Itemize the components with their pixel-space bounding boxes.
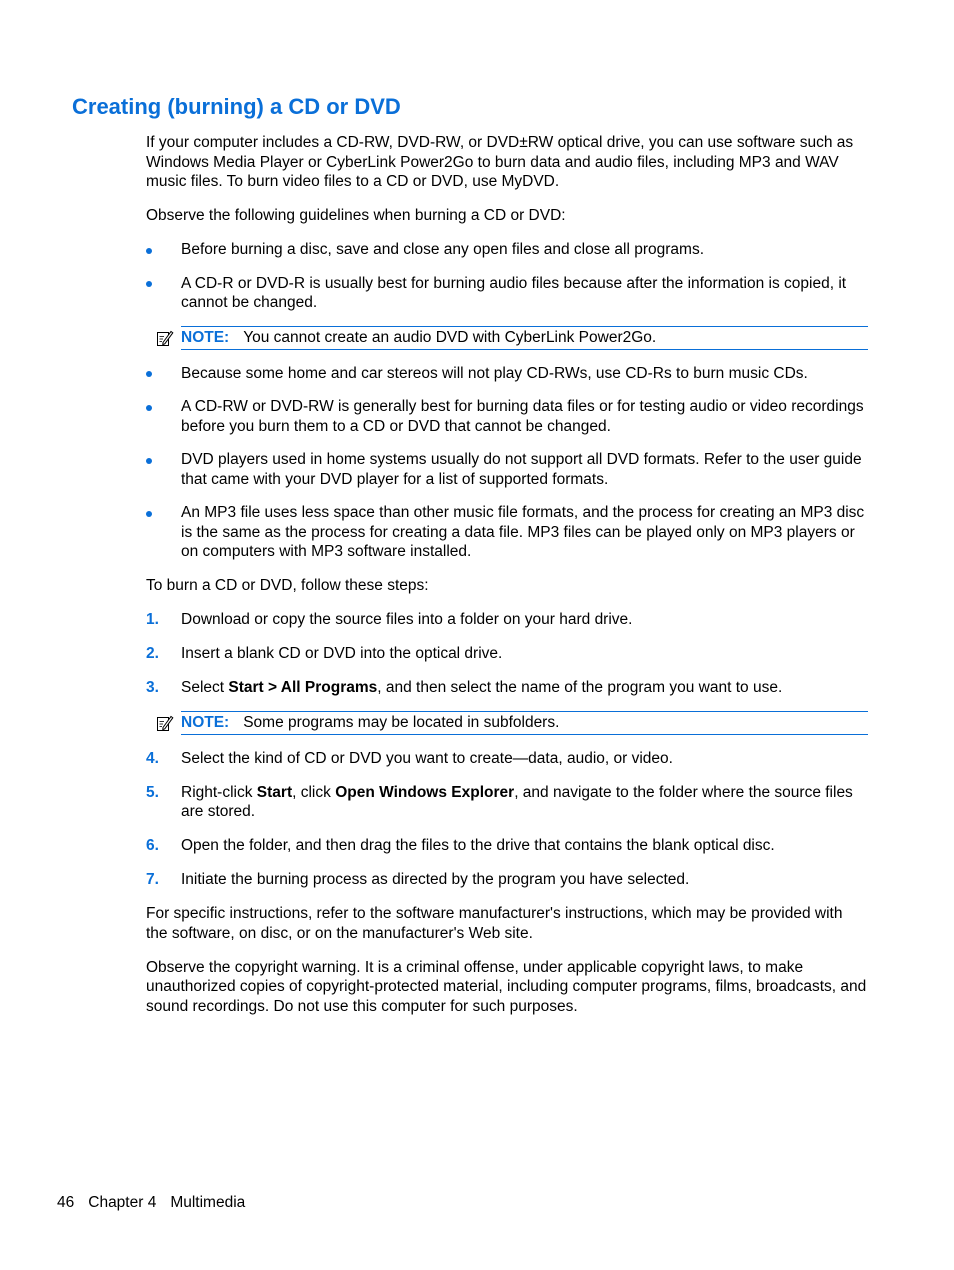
- steps-lead: To burn a CD or DVD, follow these steps:: [146, 576, 429, 594]
- step-item: [146, 836, 868, 856]
- list-item: [146, 240, 868, 260]
- step-text-mid: , click: [292, 783, 336, 801]
- step-number: 7.: [146, 871, 159, 888]
- step-text-bold: Start > All Programs: [228, 678, 378, 696]
- step-text-post: , and then select the name of the program you want to use.: [377, 678, 783, 696]
- intro-paragraph: If your computer includes a CD-RW, DVD-RW, or DVD±RW optical drive, you can use software such as Windows Media Player or CyberLink Power2Go to burn data and audio files, including MP3 and WAV music files. To burn video files to a CD or DVD, use MyDVD.: [146, 134, 854, 190]
- step-number: 5.: [146, 783, 159, 801]
- copyright-paragraph: Observe the copyright warning. It is a criminal offense, under applicable copyright laws, to make unauthorized copies of copyright-protected material, including computer programs, films, broadcasts, and sound recordings. Do not use this computer for such purposes.: [146, 958, 867, 1015]
- step-item: [146, 783, 868, 822]
- step-number: 1.: [146, 610, 159, 628]
- bullet-icon: [146, 248, 152, 254]
- list-item-text: DVD players used in home systems usually do not support all DVD formats. Refer to the user guide that came with your DVD player for a list of supported formats.: [181, 451, 862, 488]
- note-text: Some programs may be located in subfolders.: [243, 713, 560, 731]
- list-item-text: Because some home and car stereos will not play CD-RWs, use CD-Rs to burn music CDs.: [181, 364, 808, 382]
- step-text: Initiate the burning process as directed by the program you have selected.: [181, 871, 690, 888]
- list-item-text: A CD-RW or DVD-RW is generally best for burning data files or for testing audio or video recordings before you burn them to a CD or DVD that cannot be changed.: [181, 398, 864, 435]
- step-text-bold: Open Windows Explorer: [335, 783, 515, 801]
- step-item: [146, 749, 868, 769]
- step-item: [146, 678, 868, 698]
- step-text-pre: Select: [181, 678, 229, 696]
- step-text-pre: Right-click: [181, 783, 257, 801]
- step-number: 4.: [146, 749, 159, 767]
- list-item-text: A CD-R or DVD-R is usually best for burning audio files because after the information is copied, it cannot be changed.: [181, 274, 847, 311]
- step-text: Select the kind of CD or DVD you want to create—data, audio, or video.: [181, 749, 673, 767]
- list-item: [146, 274, 868, 313]
- list-item: [146, 397, 868, 436]
- bullet-icon: [146, 371, 152, 377]
- note-label: NOTE:: [181, 328, 230, 346]
- step-number: 6.: [146, 837, 159, 854]
- note-pencil-icon: [156, 329, 174, 347]
- step-item: [146, 644, 868, 664]
- page-footer: [57, 1193, 259, 1213]
- list-item-text: Before burning a disc, save and close any open files and close all programs.: [181, 241, 704, 258]
- list-item: [146, 450, 868, 489]
- step-text: Open the folder, and then drag the files to the drive that contains the blank optical disc.: [181, 837, 775, 854]
- page-title: Creating (burning) a CD or DVD: [72, 94, 401, 119]
- step-item: [146, 870, 868, 890]
- step-text-bold: Start: [256, 783, 293, 801]
- section-label: Multimedia: [170, 1194, 246, 1211]
- step-text: Download or copy the source files into a folder on your hard drive.: [181, 610, 633, 628]
- bullet-icon: [146, 511, 152, 517]
- step-text: Insert a blank CD or DVD into the optical drive.: [181, 644, 503, 662]
- guidelines-lead: Observe the following guidelines when burning a CD or DVD:: [146, 207, 566, 224]
- note-box: [181, 326, 868, 350]
- specific-instructions-paragraph: For specific instructions, refer to the software manufacturer's instructions, which may be provided with the software, on disc, or on the manufacturer's Web site.: [146, 905, 843, 942]
- chapter-label: Chapter 4: [88, 1194, 157, 1211]
- note-box: [181, 711, 868, 735]
- step-item: [146, 610, 868, 630]
- page-content: [146, 133, 868, 1031]
- note-text: You cannot create an audio DVD with CyberLink Power2Go.: [243, 328, 657, 346]
- page-number: 46: [57, 1194, 75, 1211]
- list-item: [146, 364, 868, 384]
- list-item-text: An MP3 file uses less space than other music file formats, and the process for creating an MP3 disc is the same as the process for creating a data file. MP3 files can be played only on MP3 players or on computers with MP3 software installed.: [181, 504, 865, 560]
- step-text-post: , and navigate to the folder where the source files are stored.: [181, 783, 853, 820]
- note-pencil-icon: [156, 714, 174, 732]
- bullet-icon: [146, 281, 152, 287]
- list-item: [146, 503, 868, 562]
- bullet-icon: [146, 405, 152, 411]
- bullet-icon: [146, 458, 152, 464]
- step-number: 2.: [146, 644, 159, 662]
- step-number: 3.: [146, 678, 159, 696]
- note-label: NOTE:: [181, 713, 230, 731]
